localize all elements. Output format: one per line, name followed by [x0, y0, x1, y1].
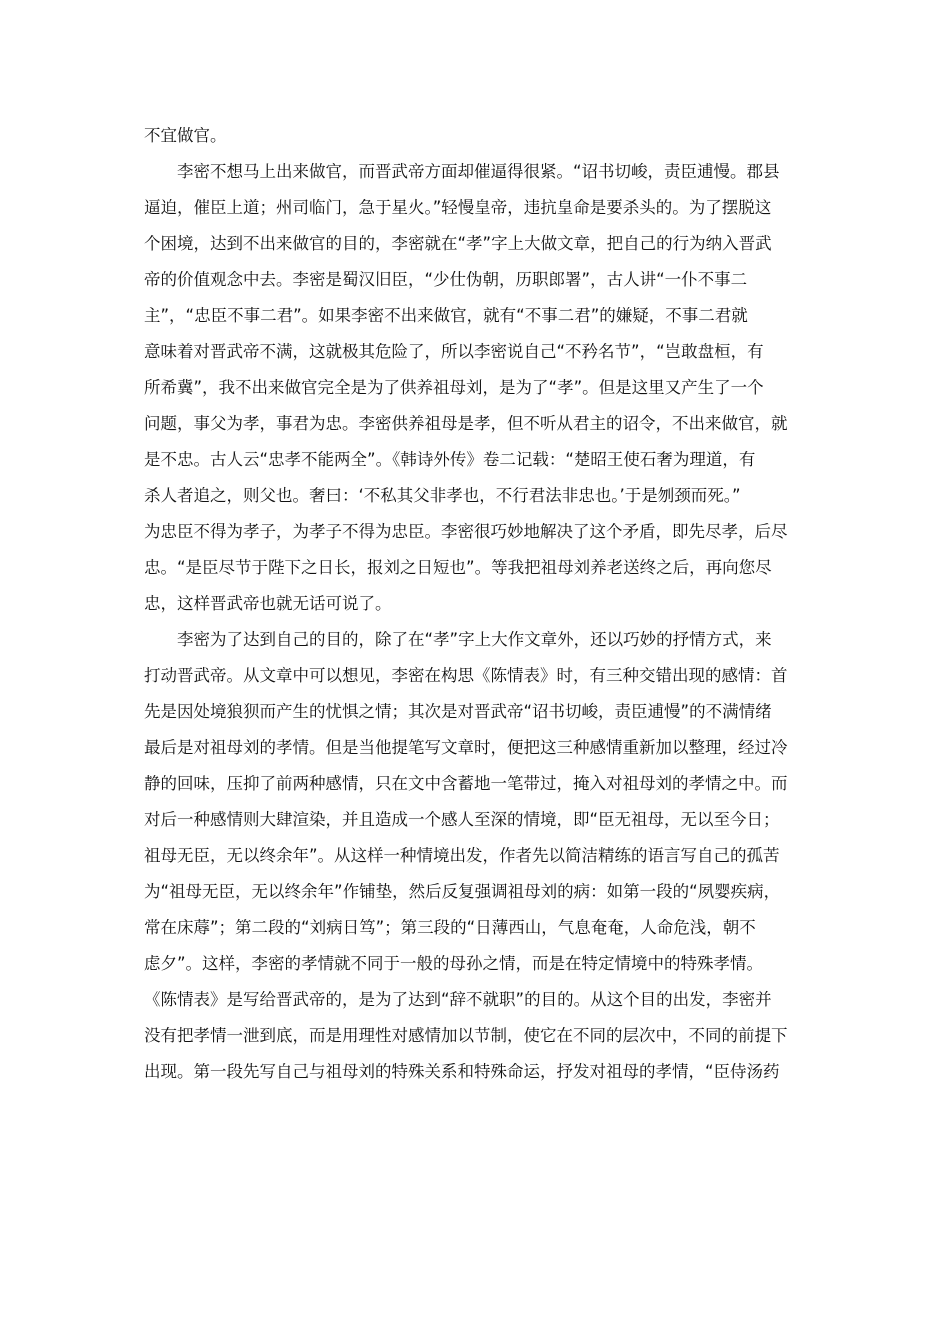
text-line: 虑夕”。这样，李密的孝情就不同于一般的母孙之情，而是在特定情境中的特殊孝情。	[144, 954, 764, 973]
text-line: 个困境，达到不出来做官的目的，李密就在“孝”字上大做文章，把自己的行为纳入晋武	[144, 234, 772, 253]
text-line: 静的回味，压抑了前两种感情，只在文中含蓄地一笔带过，掩入对祖母刘的孝情之中。而	[144, 774, 788, 793]
text-line: 对后一种感情则大肆渲染，并且造成一个感人至深的情境，即“臣无祖母，无以至今日；	[144, 810, 780, 829]
text-line: 打动晋武帝。从文章中可以想见，李密在构思《陈情表》时，有三种交错出现的感情：首	[144, 666, 788, 685]
text-line: 祖母无臣，无以终余年”。从这样一种情境出发，作者先以简洁精练的语言写自己的孤苦	[144, 846, 780, 865]
text-line: 先是因处境狼狈而产生的忧惧之情；其次是对晋武帝“诏书切峻，责臣逋慢”的不满情绪	[144, 702, 772, 721]
text-line: 主”，“忠臣不事二君”。如果李密不出来做官，就有“不事二君”的嫌疑，不事二君就	[144, 306, 748, 325]
text-line: 常在床蓐”；第二段的“刘病日笃”；第三段的“日薄西山，气息奄奄，人命危浅，朝不	[144, 918, 756, 937]
text-line: 忠，这样晋武帝也就无话可说了。	[144, 594, 392, 613]
text-line: 为忠臣不得为孝子，为孝子不得为忠臣。李密很巧妙地解决了这个矛盾，即先尽孝，后尽	[144, 522, 788, 541]
text-line: 李密为了达到自己的目的，除了在“孝”字上大作文章外，还以巧妙的抒情方式，来	[144, 630, 772, 649]
text-line: 问题，事父为孝，事君为忠。李密供养祖母是孝，但不听从君主的诏令，不出来做官，就	[144, 414, 788, 433]
text-line: 杀人者追之，则父也。奢曰：‘不私其父非孝也，不行君法非忠也。’于是刎颈而死。”	[144, 486, 741, 505]
text-line: 没有把孝情一泄到底，而是用理性对感情加以节制，使它在不同的层次中，不同的前提下	[144, 1026, 788, 1045]
text-line: 不宜做官。	[144, 126, 227, 145]
text-line: 为“祖母无臣，无以终余年”作铺垫，然后反复强调祖母刘的病：如第一段的“夙婴疾病，	[144, 882, 781, 901]
text-line: 帝的价值观念中去。李密是蜀汉旧臣，“少仕伪朝，历职郎署”，古人讲“一仆不事二	[144, 270, 748, 289]
text-line: 意味着对晋武帝不满，这就极其危险了，所以李密说自己“不矜名节”，“岂敢盘桓，有	[144, 342, 764, 361]
text-line: 所希冀”，我不出来做官完全是为了供养祖母刘，是为了“孝”。但是这里又产生了一个	[144, 378, 764, 397]
text-line: 李密不想马上出来做官，而晋武帝方面却催逼得很紧。“诏书切峻，责臣逋慢。郡县	[144, 162, 780, 181]
text-line: 是不忠。古人云“忠孝不能两全”。《韩诗外传》卷二记载：“楚昭王使石奢为理道，有	[144, 450, 756, 469]
text-line: 忠。“是臣尽节于陛下之日长，报刘之日短也”。等我把祖母刘养老送终之后，再向您尽	[144, 558, 772, 577]
text-line: 最后是对祖母刘的孝情。但是当他提笔写文章时，便把这三种感情重新加以整理，经过冷	[144, 738, 788, 757]
text-line: 《陈情表》是写给晋武帝的，是为了达到“辞不就职”的目的。从这个目的出发，李密并	[144, 990, 772, 1009]
text-line: 逼迫，催臣上道；州司临门，急于星火。”轻慢皇帝，违抗皇命是要杀头的。为了摆脱这	[144, 198, 772, 217]
text-line: 出现。第一段先写自己与祖母刘的特殊关系和特殊命运，抒发对祖母的孝情，“臣侍汤药	[144, 1062, 780, 1081]
